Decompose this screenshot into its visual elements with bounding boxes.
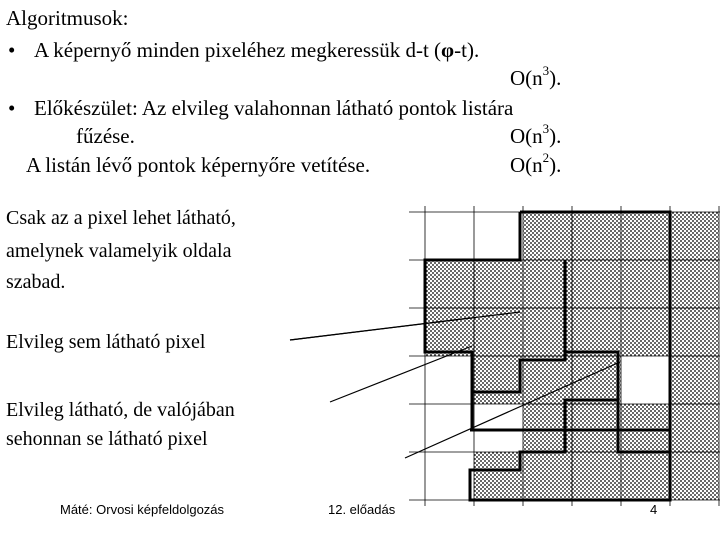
complexity-prefix: O(n [510, 124, 543, 148]
occupied-pixel [621, 452, 670, 500]
caption-not-visible: Elvileg sem látható pixel [6, 331, 206, 353]
complexity-exponent: 3 [542, 63, 550, 78]
caption-visible-line3: szabad. [6, 271, 66, 293]
footer-course: Máté: Orvosi képfeldolgozás [60, 502, 225, 517]
complexity-prefix: O(n [510, 66, 543, 90]
occupied-pixel [523, 212, 572, 260]
projection-text: A listán lévő pontok képernyőre vetítése. [26, 153, 371, 177]
footer-page-number: 4 [650, 502, 658, 517]
bullet-marker: • [8, 38, 16, 62]
bullet-text-part: -t). [454, 38, 480, 62]
complexity-exponent: 3 [542, 121, 550, 136]
occupied-pixel [670, 452, 719, 500]
occupied-pixel [670, 308, 719, 356]
complexity-exponent: 2 [542, 150, 550, 165]
complexity-suffix: ). [549, 124, 562, 148]
occupied-pixel [621, 212, 670, 260]
phi-symbol: φ [441, 38, 455, 62]
occupied-pixel [572, 404, 621, 452]
occupied-pixel [572, 452, 621, 500]
bullet-text-part: A képernyő minden pixeléhez megkeressük d-t ( [34, 38, 442, 62]
occupied-pixel [621, 260, 670, 308]
caption-theory-line1: Elvileg látható, de valójában [6, 399, 235, 421]
caption-visible-line1: Csak az a pixel lehet látható, [6, 207, 236, 229]
occupied-pixel [425, 308, 474, 356]
caption-visible-line2: amelynek valamelyik oldala [6, 240, 232, 262]
occupied-pixel [572, 308, 621, 356]
footer-lecture: 12. előadás [328, 502, 396, 517]
bullet-marker: • [8, 96, 16, 120]
occupied-pixel [670, 356, 719, 404]
bullet-text-preparation-cont: fűzése. [76, 124, 135, 148]
bullet-text-preparation: Előkészület: Az elvileg valahonnan látható pontok listára [34, 96, 514, 120]
occupied-pixel [572, 212, 621, 260]
caption-theory-line2: sehonnan se látható pixel [6, 428, 208, 450]
occupied-pixel [425, 260, 474, 308]
occupied-pixel [670, 212, 719, 260]
occupied-pixel [670, 260, 719, 308]
occupied-pixel [621, 308, 670, 356]
occupied-pixel [523, 356, 572, 404]
complexity-suffix: ). [549, 66, 562, 90]
occupied-pixel [572, 260, 621, 308]
occupied-pixel [474, 356, 523, 404]
occupied-pixel [474, 260, 523, 308]
complexity-suffix: ). [549, 153, 562, 177]
occupied-pixel [474, 452, 523, 500]
occupied-pixel [523, 452, 572, 500]
occupied-pixel [670, 404, 719, 452]
occupied-pixel [621, 404, 670, 452]
complexity-prefix: O(n [510, 153, 543, 177]
slide-title: Algoritmusok: [6, 6, 129, 30]
